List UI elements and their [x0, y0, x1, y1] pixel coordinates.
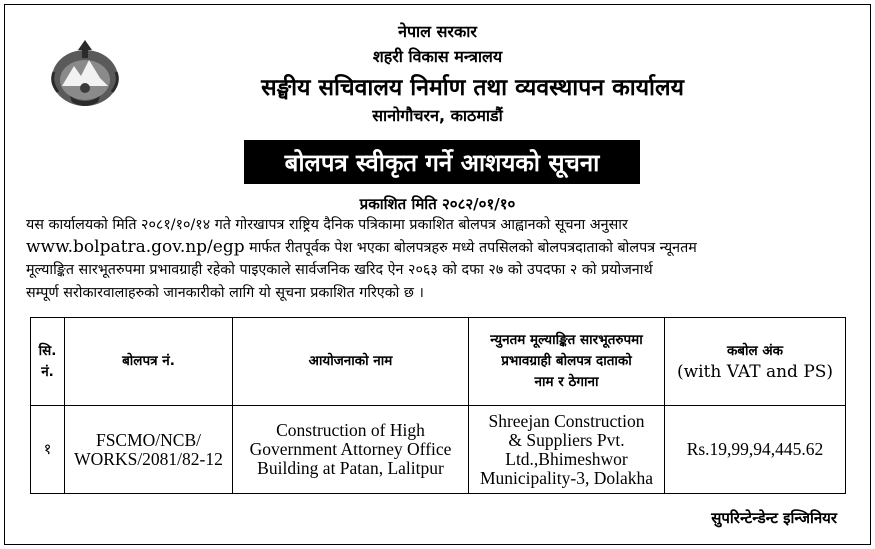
- office-location: सानोगौचरन, काठमाडौं: [372, 106, 503, 125]
- table-header-row: [31, 318, 846, 406]
- table-row: [31, 406, 846, 494]
- body-line-3: मूल्याङ्कित सारभूतरुपमा प्रभावग्राही रहेको पाइएकाले सार्वजनिक खरिद ऐन २०६३ को दफा २७ को उपदफा २ को प्रयोजनार्थ: [26, 262, 653, 278]
- header-bid-number: बोलपत्र नं.: [65, 318, 233, 406]
- award-table: [30, 317, 846, 494]
- published-date: प्रकाशित मिति २०८२/०१/१०: [359, 195, 516, 213]
- body-line-2-text: मार्फत रीतपूर्वक पेश भएका बोलपत्रहरु मध्ये तपसिलको बोलपत्रदाताको बोलपत्र न्यूनतम: [244, 240, 697, 256]
- cell-bidder: Shreejan Construction & Suppliers Pvt. Ltd.,Bhimeshwor Municipality-3, Dolakha: [469, 406, 665, 494]
- header-serial-number: सि. नं.: [31, 318, 65, 406]
- office-name: सङ्घीय सचिवालय निर्माण तथा व्यवस्थापन कार्यालय: [261, 75, 684, 101]
- body-line-4: सम्पूर्ण सरोकारवालाहरुको जानकारीको लागि यो सूचना प्रकाशित गरिएको छ ।: [26, 285, 424, 301]
- bolpatra-url: www.bolpatra.gov.np/egp: [26, 237, 245, 257]
- government-name: नेपाल सरकार: [398, 22, 477, 41]
- cell-project-name: Construction of High Government Attorney Office Building at Patan, Lalitpur: [233, 406, 469, 494]
- ministry-name: शहरी विकास मन्त्रालय: [372, 47, 503, 66]
- cell-bid-number: FSCMO/NCB/ WORKS/2081/82-12: [65, 406, 233, 494]
- body-line-1: यस कार्यालयको मिति २०८१/१०/१४ गते गोरखापत्र राष्ट्रिय दैनिक पत्रिकामा प्रकाशित बोलपत्र आह्वानको सूचना अनुसार: [26, 217, 628, 233]
- cell-serial-number: १: [31, 406, 65, 494]
- header-project-name: आयोजनाको नाम: [233, 318, 469, 406]
- notice-title: बोलपत्र स्वीकृत गर्ने आशयको सूचना: [244, 140, 640, 184]
- header-bid-amount: कबोल अंक (with VAT and PS): [665, 318, 846, 406]
- header-bidder: न्युनतम मूल्याङ्कित सारभूतरुपमा प्रभावग्राही बोलपत्र दाताको नाम र ठेगाना: [469, 318, 665, 406]
- body-line-2: [26, 237, 856, 257]
- cell-bid-amount: Rs.19,99,94,445.62: [665, 406, 846, 494]
- signature-title: सुपरिन्टेन्डेन्ट इन्जिनियर: [711, 509, 837, 527]
